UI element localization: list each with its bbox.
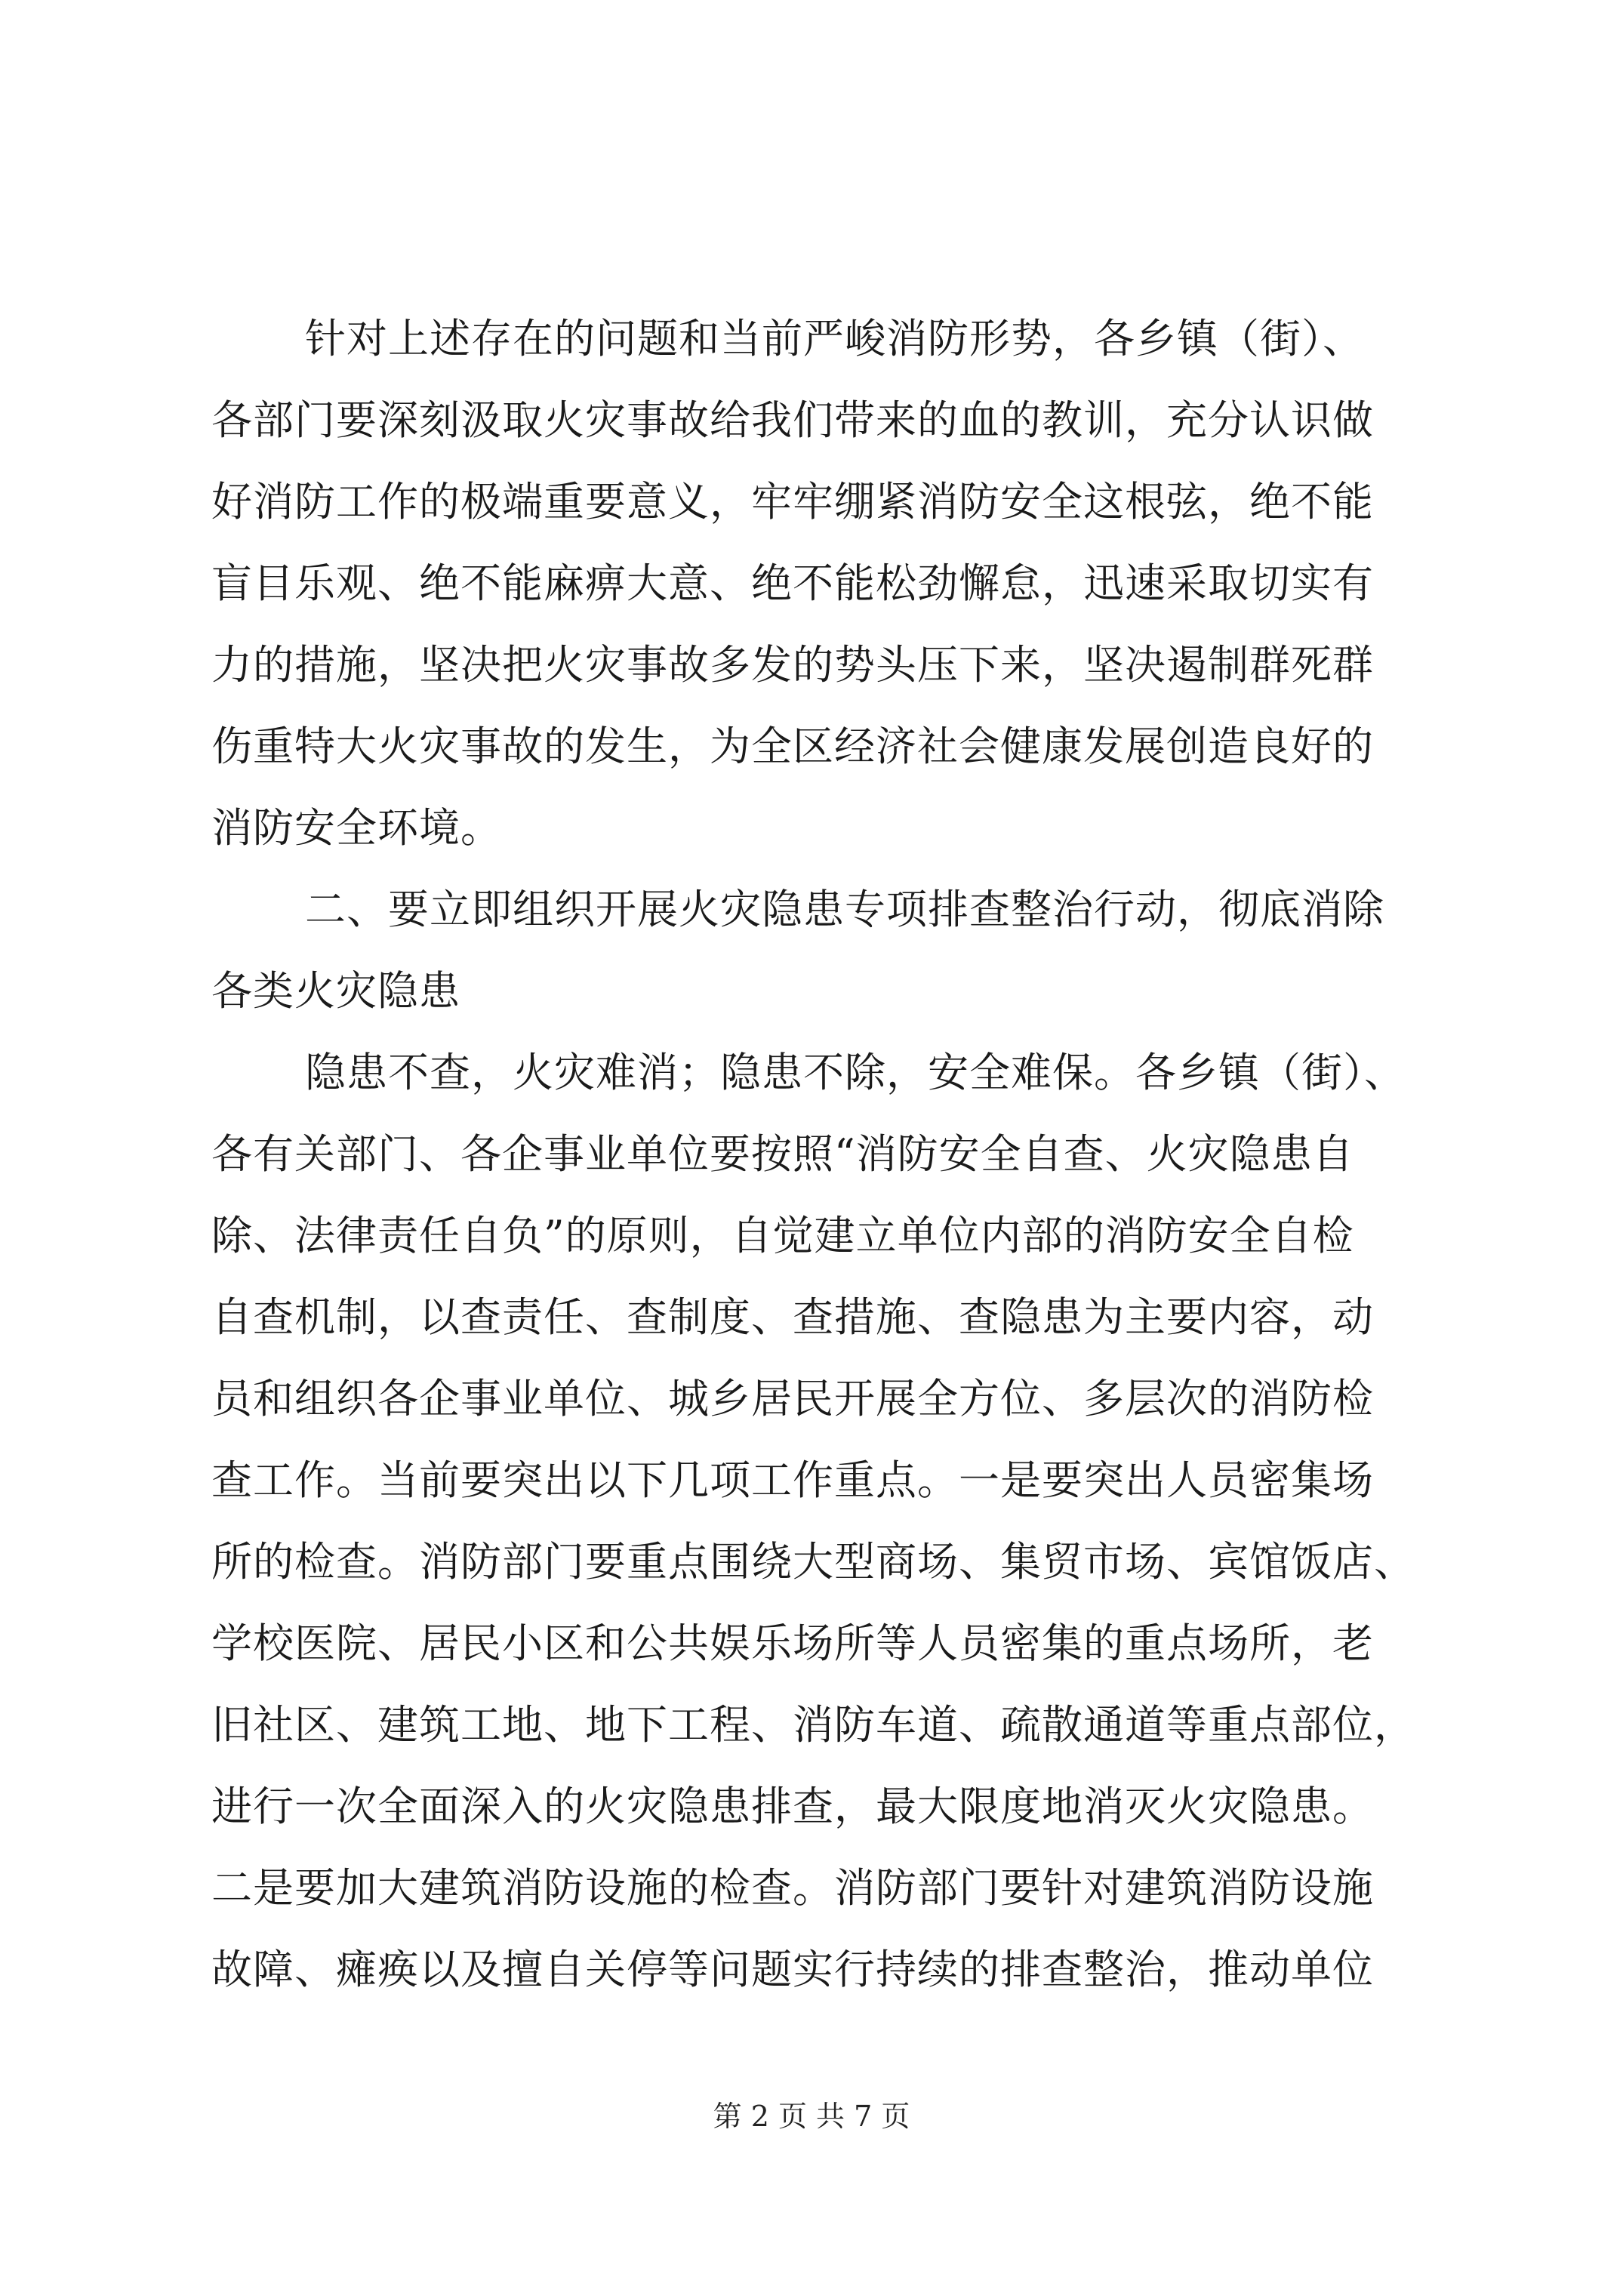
paragraph-line: 伤重特大火灾事故的发生，为全区经济社会健康发展创造良好的: [211, 723, 1374, 770]
paragraph-line: 自查机制，以查责任、查制度、查措施、查隐患为主要内容，动: [211, 1293, 1374, 1341]
paragraph-line: 除、法律责任自负”的原则，自觉建立单位内部的消防安全自检: [211, 1212, 1354, 1259]
paragraph-line: 针对上述存在的问题和当前严峻消防形势，各乡镇（街）、: [305, 315, 1364, 362]
section-heading-line: 各类火灾隐患: [211, 967, 460, 1015]
paragraph-line: 各部门要深刻汲取火灾事故给我们带来的血的教训，充分认识做: [211, 396, 1374, 444]
paragraph-line: 好消防工作的极端重要意义，牢牢绷紧消防安全这根弦，绝不能: [211, 478, 1374, 525]
paragraph-line: 查工作。当前要突出以下几项工作重点。一是要突出人员密集场: [211, 1456, 1374, 1504]
document-body: [211, 298, 1419, 2011]
paragraph-line: 盲目乐观、绝不能麻痹大意、绝不能松劲懈怠，迅速采取切实有: [211, 559, 1374, 607]
paragraph-line: 力的措施，坚决把火灾事故多发的势头压下来，坚决遏制群死群: [211, 641, 1374, 689]
paragraph-line: 学校医院、居民小区和公共娱乐场所等人员密集的重点场所，老: [211, 1620, 1374, 1667]
paragraph-line: 进行一次全面深入的火灾隐患排查，最大限度地消灭火灾隐患。: [211, 1783, 1374, 1830]
paragraph-line: 旧社区、建筑工地、地下工程、消防车道、疏散通道等重点部位，: [211, 1701, 1415, 1749]
section-heading-line: 二、要立即组织开展火灾隐患专项排查整治行动，彻底消除: [305, 886, 1384, 933]
paragraph-line: 各有关部门、各企事业单位要按照“消防安全自查、火灾隐患自: [211, 1130, 1354, 1178]
paragraph-line: 消防安全环境。: [211, 804, 502, 852]
paragraph-line: 二是要加大建筑消防设施的检查。消防部门要针对建筑消防设施: [211, 1864, 1374, 1912]
page-number-footer: 第 2 页 共 7 页: [713, 2100, 910, 2133]
paragraph-line: 员和组织各企事业单位、城乡居民开展全方位、多层次的消防检: [211, 1375, 1374, 1422]
paragraph-line: 故障、瘫痪以及擅自关停等问题实行持续的排查整治，推动单位: [211, 1946, 1374, 1993]
paragraph-line: 隐患不查，火灾难消；隐患不除，安全难保。各乡镇（街）、: [305, 1049, 1406, 1096]
paragraph-line: 所的检查。消防部门要重点围绕大型商场、集贸市场、宾馆饭店、: [211, 1538, 1415, 1586]
